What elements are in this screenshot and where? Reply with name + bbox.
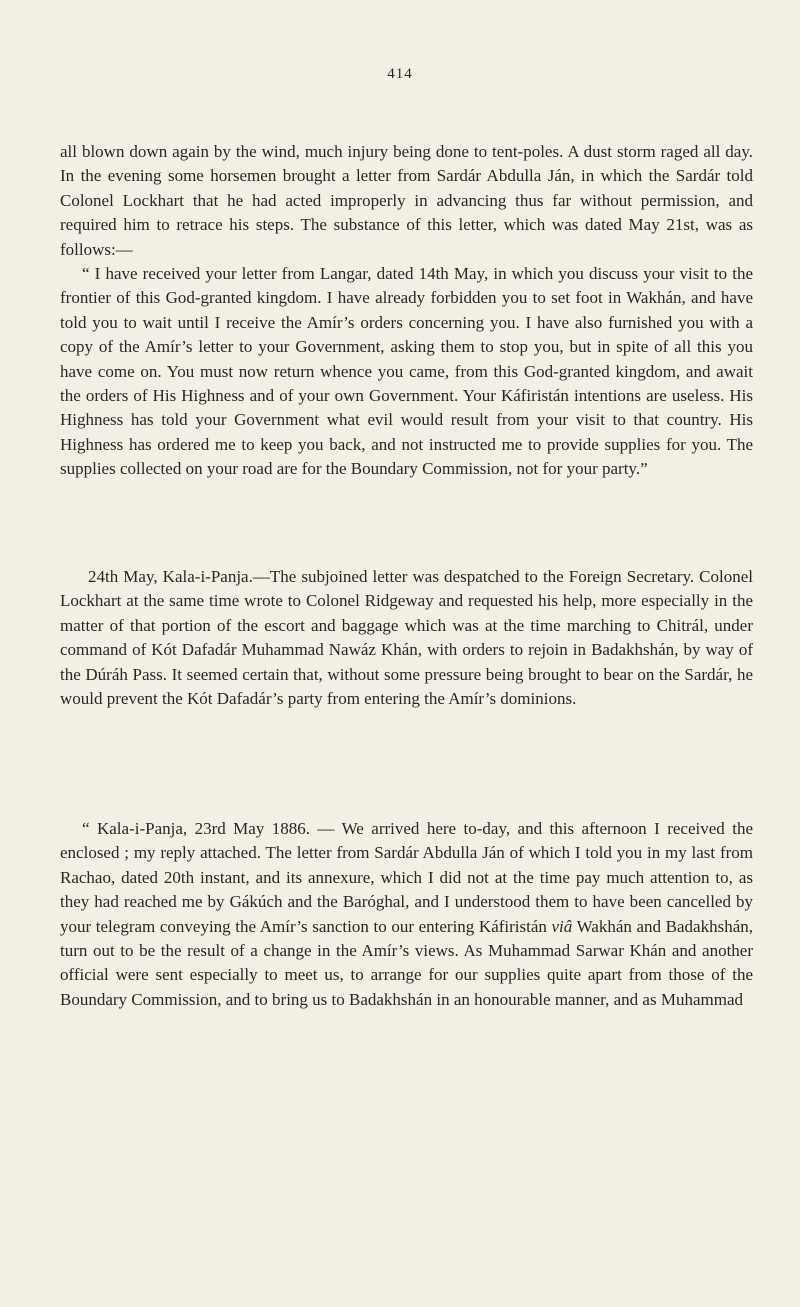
letter-italic-via: viâ (551, 916, 573, 936)
paragraph-dust-storm: all blown down again by the wind, much injury being done to tent-poles. A dust storm raged all day. In the evening some horsemen brought a letter from Sardár Abdulla Ján, in which the Sardár told Colonel Lockhart that he had acted improperly in advancing thus far without permission, and required him to retrace his steps. The substance of this letter, which was dated May 21st, was as follows:— (60, 142, 753, 259)
paragraph-24th-may: 24th May, Kala-i-Panja.—The subjoined letter was despatched to the Foreign Secretary. Colonel Lockhart at the same time wrote to Colonel Ridgeway and requested his help, more especially in the matter of that portion of the escort and baggage which was at the time marching to Chitrál, under command of Kót Dafadár Muhammad Nawáz Khán, with orders to rejoin in Badakhshán, by way of the Dúráh Pass. It seemed certain that, without some pressure being brought to bear on the Sardár, he would prevent the Kót Dafadár’s party from entering the Amír’s dominions. (60, 567, 753, 709)
paragraph-kala-i-panja-letter (60, 817, 753, 1012)
body-text-top (60, 140, 753, 482)
body-text-middle (60, 565, 753, 711)
body-text-bottom (60, 817, 753, 1012)
page-number: 414 (387, 66, 413, 82)
letter-text-part-1: “ Kala-i-Panja, 23rd May 1886. — We arrived here to-day, and this afternoon I received the enclosed ; my reply attached. The letter from Sardár Abdulla Ján of which I told you in my last from Rachao, dated 20th instant, and its annexure, which I did not at the time pay much attention to, as they had reached me by Gákúch and the Baróghal, and I understood them to have been cancelled by your telegram conveying the Amír’s sanction to our entering Káfiristán (60, 819, 753, 936)
paragraph-quoted-letter: “ I have received your letter from Langar, dated 14th May, in which you discuss your visit to the frontier of this God-granted kingdom. I have already forbidden you to set foot in Wakhán, and have told you to wait until I receive the Amír’s orders concerning you. I have also furnished you with a copy of the Amír’s letter to your Government, asking them to stop you, but in spite of all this you have come on. You must now return whence you came, from this God-granted kingdom, and await the orders of His Highness and of your own Government. Your Káfiristán intentions are useless. His Highness has told your Government what evil would result from your visit to that country. His Highness has ordered me to keep you back, and not instructed me to provide supplies for you. The supplies collected on your road are for the Boundary Commission, not for your party.” (60, 264, 753, 479)
letter-text-part-2: Wakhán and Badakhshán, turn out to be the result of a change in the Amír’s views. As Muhammad Sarwar Khán and another official were sent especially to meet us, to arrange for our supplies quite apart from those of the Boundary Commission, and to bring us to Badakhshán in an honourable manner, and as Muhammad (60, 916, 754, 1009)
